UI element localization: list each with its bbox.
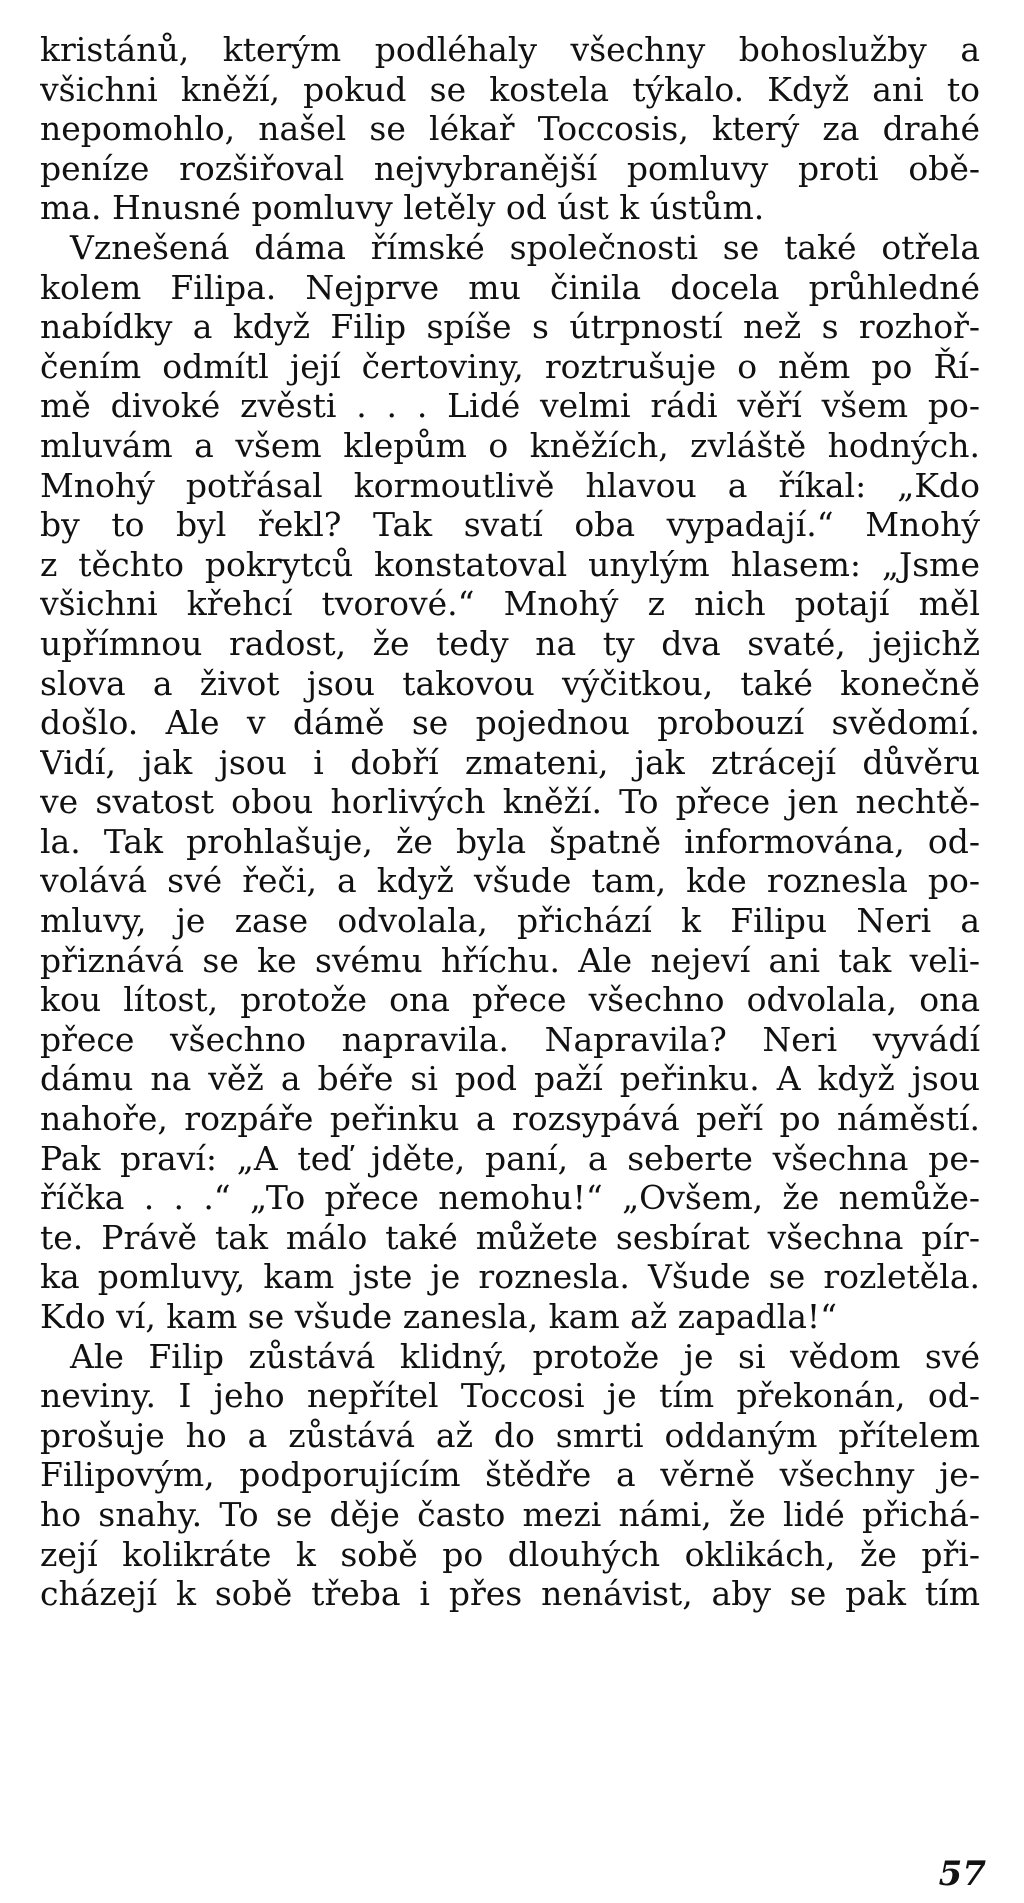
text-line: neviny. I jeho nepřítel Toccosi je tím překonán, od- xyxy=(40,1376,980,1416)
text-line: nabídky a když Filip spíše s útrpností než s rozhoř- xyxy=(40,307,980,347)
text-line: mluvám a všem klepům o kněžích, zvláště hodných. xyxy=(40,425,980,465)
text-line: kristánů, kterým podléhaly všechny bohoslužby a xyxy=(40,30,980,69)
text-line: Pak praví: „A teď jděte, paní, a seberte všechna pe- xyxy=(40,1138,980,1178)
text-line: upřímnou radost, že tedy na ty dva svaté, jejichž xyxy=(40,623,980,663)
body-text xyxy=(40,30,980,1614)
text-line: Vidí, jak jsou i dobří zmateni, jak ztrácejí důvěru xyxy=(40,742,980,782)
text-line: říčka . . .“ „To přece nemohu!“ „Ovšem, že nemůže- xyxy=(40,1178,980,1218)
text-line: Kdo ví, kam se všude zanesla, kam až zapadla!“ xyxy=(40,1297,838,1336)
text-line: Mnohý potřásal kormoutlivě hlavou a říkal: „Kdo xyxy=(40,465,980,505)
text-line: ka pomluvy, kam jste je roznesla. Všude se rozletěla. xyxy=(40,1257,980,1297)
text-line: nahoře, rozpáře peřinku a rozsypává peří po náměstí. xyxy=(40,1099,980,1139)
text-line: prošuje ho a zůstává až do smrti oddaným přítelem xyxy=(40,1415,980,1455)
text-line: přece všechno napravila. Napravila? Neri vyvádí xyxy=(40,1019,980,1059)
text-line: zejí kolikráte k sobě po dlouhých oklikách, že při- xyxy=(40,1534,980,1574)
text-line: by to byl řekl? Tak svatí oba vypadají.“ Mnohý xyxy=(40,505,980,545)
text-line: Ale Filip zůstává klidný, protože je si vědom své xyxy=(70,1336,980,1376)
text-line: přiznává se ke svému hříchu. Ale nejeví ani tak veli- xyxy=(40,940,980,980)
text-line: kolem Filipa. Nejprve mu činila docela průhledné xyxy=(40,267,980,307)
text-line: cházejí k sobě třeba i přes nenávist, aby se pak tím xyxy=(40,1574,980,1614)
text-line: volává své řeči, a když všude tam, kde roznesla po- xyxy=(40,861,980,901)
text-line: všichni kněží, pokud se kostela týkalo. Když ani to xyxy=(40,69,980,109)
text-line: došlo. Ale v dámě se pojednou probouzí svědomí. xyxy=(40,703,980,743)
text-line: všichni křehcí tvorové.“ Mnohý z nich potají měl xyxy=(40,584,980,624)
page-number: 57 xyxy=(938,1854,986,1894)
text-line: Filipovým, podporujícím štědře a věrně všechny je- xyxy=(40,1455,980,1495)
text-line: slova a život jsou takovou výčitkou, také konečně xyxy=(40,663,980,703)
text-line: ma. Hnusné pomluvy letěly od úst k ústům. xyxy=(40,188,765,228)
text-line: ve svatost obou horlivých kněží. To přece jen nechtě- xyxy=(40,782,980,822)
text-line: čením odmítl její čertoviny, roztrušuje o něm po Ří- xyxy=(40,346,980,386)
text-line: ho snahy. To se děje často mezi námi, že lidé přichá- xyxy=(40,1494,980,1534)
text-line: dámu na věž a béře si pod paží peřinku. A když jsou xyxy=(40,1059,980,1099)
text-line: z těchto pokrytců konstatoval unylým hlasem: „Jsme xyxy=(40,544,980,584)
text-line: mluvy, je zase odvolala, přichází k Filipu Neri a xyxy=(40,901,980,941)
text-line: peníze rozšiřoval nejvybranější pomluvy proti obě- xyxy=(40,148,980,188)
text-line: kou lítost, protože ona přece všechno odvolala, ona xyxy=(40,980,980,1020)
text-line: te. Právě tak málo také můžete sesbírat všechna pír- xyxy=(40,1217,980,1257)
text-line: la. Tak prohlašuje, že byla špatně informována, od- xyxy=(40,821,980,861)
text-line: nepomohlo, našel se lékař Toccosis, který za drahé xyxy=(40,109,980,149)
text-line: Vznešená dáma římské společnosti se také otřela xyxy=(70,227,980,267)
text-line: mě divoké zvěsti . . . Lidé velmi rádi věří všem po- xyxy=(40,386,980,426)
